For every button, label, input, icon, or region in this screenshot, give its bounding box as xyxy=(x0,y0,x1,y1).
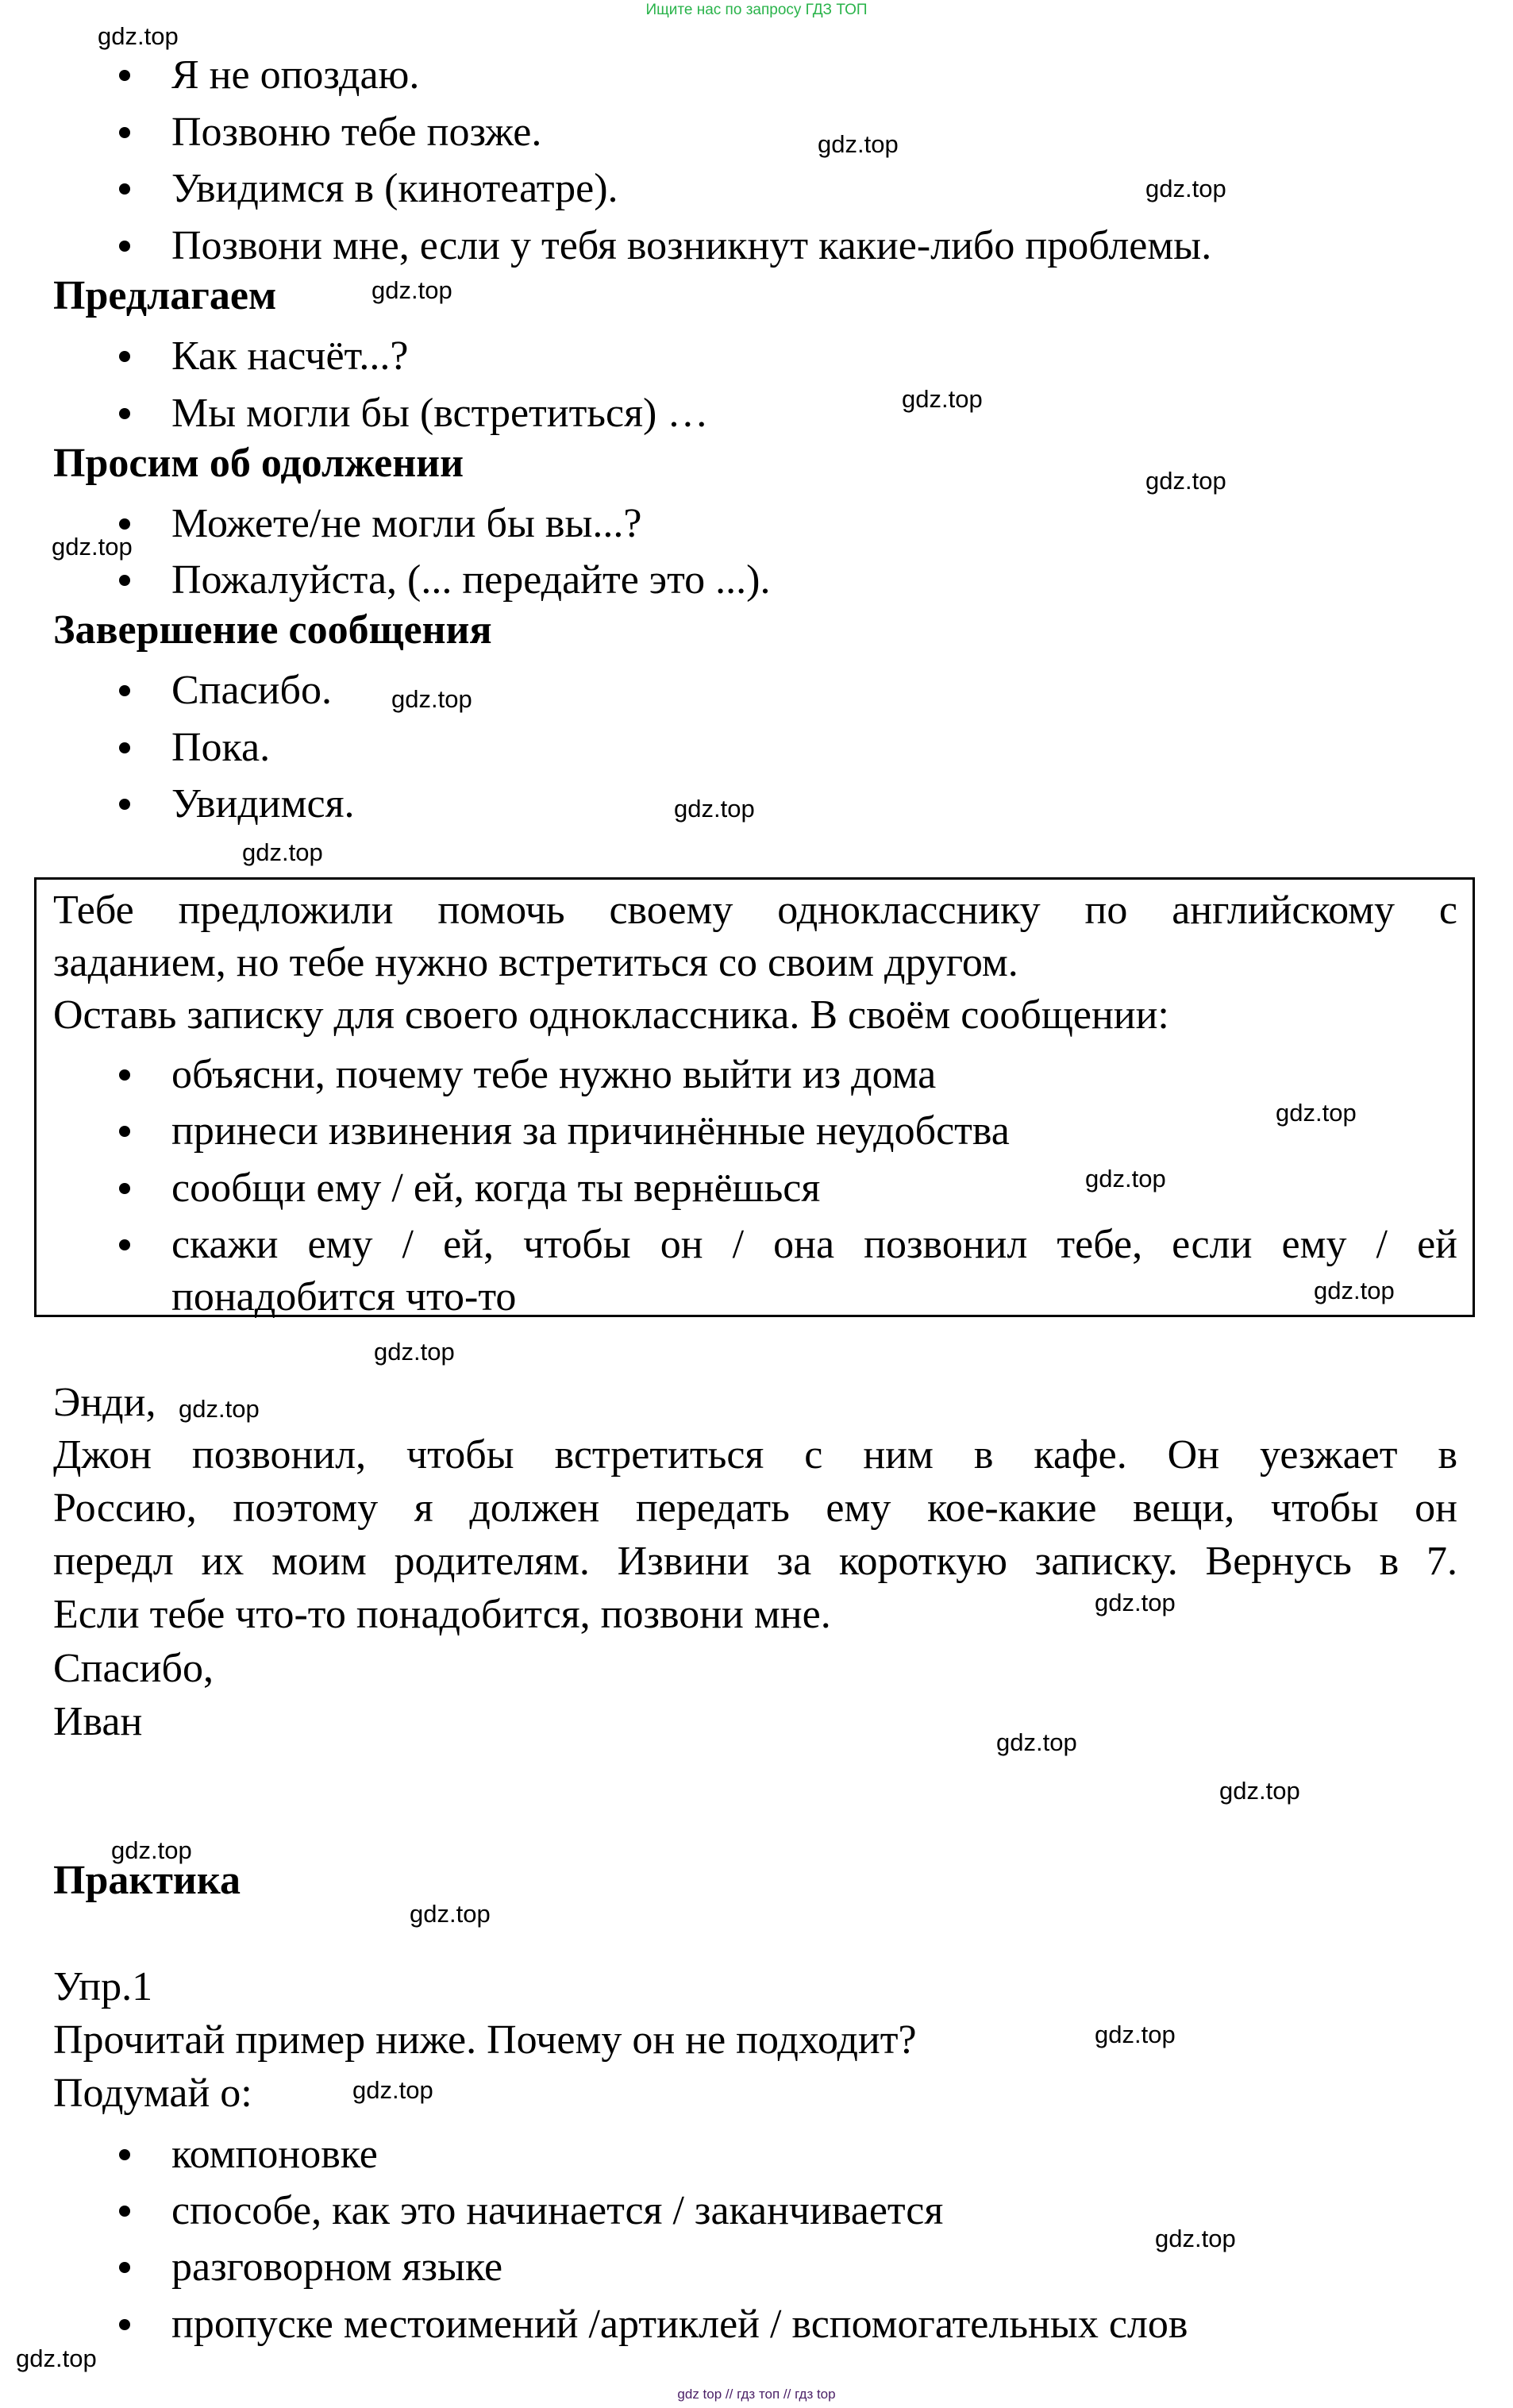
list-item: Спасибо. xyxy=(171,668,332,713)
practice-heading: Практика xyxy=(53,1858,241,1903)
bullet-dot xyxy=(119,1183,130,1194)
list-item: Увидимся в (кинотеатре). xyxy=(171,166,618,211)
exercise-instruction: Прочитай пример ниже. Почему он не подходит? xyxy=(53,2017,917,2063)
watermark: gdz.top xyxy=(352,2076,433,2104)
note-body-line: Если тебе что-то понадобится, позвони мне. xyxy=(53,1592,831,1637)
note-body-line: Россию, поэтому я должен передать ему кое-какие вещи, чтобы он xyxy=(53,1485,1457,1531)
note-greeting: Энди, xyxy=(53,1380,156,1425)
list-item: Я не опоздаю. xyxy=(171,52,420,98)
task-line: Оставь записку для своего одноклассника. В своём сообщении: xyxy=(53,992,1169,1038)
watermark: gdz.top xyxy=(98,22,179,50)
task-bullet: принеси извинения за причинённые неудобства xyxy=(171,1108,1010,1154)
top-banner: Ищите нас по запросу ГДЗ ТОП xyxy=(645,2,868,18)
bullet-dot xyxy=(119,799,130,810)
note-sign-off: Спасибо, xyxy=(53,1646,214,1691)
bullet-dot xyxy=(119,685,130,696)
list-item: Как насчёт...? xyxy=(171,333,409,379)
bullet-dot xyxy=(119,1239,130,1250)
note-body-line: передл их моим родителям. Извини за короткую записку. Вернусь в 7. xyxy=(53,1539,1457,1584)
watermark: gdz.top xyxy=(372,276,452,304)
task-bullet: скажи ему / ей, чтобы он / она позвонил тебе, если ему / ей xyxy=(171,1222,1457,1267)
note-signature: Иван xyxy=(53,1699,143,1744)
bullet-dot xyxy=(119,183,130,195)
list-item: Увидимся. xyxy=(171,781,355,826)
section-heading: Предлагаем xyxy=(53,273,277,318)
list-item: пропуске местоимений /артиклей / вспомогательных слов xyxy=(171,2302,1188,2347)
think-about: Подумай о: xyxy=(53,2071,252,2116)
watermark: gdz.top xyxy=(818,130,899,158)
exercise-number: Упр.1 xyxy=(53,1964,153,2009)
bullet-dot xyxy=(119,2149,130,2160)
watermark: gdz.top xyxy=(902,385,983,413)
bullet-dot xyxy=(119,1126,130,1137)
list-item: способе, как это начинается / заканчивается xyxy=(171,2188,944,2233)
watermark: gdz.top xyxy=(391,685,472,713)
bullet-dot xyxy=(119,2262,130,2273)
watermark: gdz.top xyxy=(1276,1099,1357,1127)
watermark: gdz.top xyxy=(674,795,755,823)
list-item: Можете/не могли бы вы...? xyxy=(171,501,642,546)
list-item: Позвони мне, если у тебя возникнут какие-либо проблемы. xyxy=(171,223,1212,268)
bullet-dot xyxy=(119,70,130,81)
bullet-dot xyxy=(119,518,130,530)
list-item: компоновке xyxy=(171,2132,378,2177)
watermark: gdz.top xyxy=(1095,1589,1176,1616)
watermark: gdz.top xyxy=(1155,2225,1236,2252)
task-line: заданием, но тебе нужно встретиться со своим другом. xyxy=(53,940,1018,985)
bullet-dot xyxy=(119,2206,130,2217)
watermark: gdz.top xyxy=(1085,1165,1166,1192)
bullet-dot xyxy=(119,408,130,419)
note-body-line: Джон позвонил, чтобы встретиться с ним в кафе. Он уезжает в xyxy=(53,1432,1457,1478)
watermark: gdz.top xyxy=(374,1338,455,1366)
task-bullet: объясни, почему тебе нужно выйти из дома xyxy=(171,1052,937,1097)
watermark: gdz.top xyxy=(1219,1777,1300,1805)
bullet-dot xyxy=(119,351,130,362)
list-item: Мы могли бы (встретиться) … xyxy=(171,391,709,436)
watermark: gdz.top xyxy=(1145,467,1226,495)
list-item: Пока. xyxy=(171,725,271,770)
bullet-dot xyxy=(119,1069,130,1081)
section-heading: Просим об одолжении xyxy=(53,441,464,486)
task-bullet-continuation: понадобится что-то xyxy=(171,1274,517,1320)
bullet-dot xyxy=(119,742,130,753)
watermark: gdz.top xyxy=(16,2344,97,2372)
list-item: разговорном языке xyxy=(171,2244,503,2290)
watermark: gdz.top xyxy=(410,1900,491,1928)
bullet-dot xyxy=(119,575,130,586)
watermark: gdz.top xyxy=(179,1395,260,1423)
watermark: gdz.top xyxy=(111,1836,192,1864)
list-item: Позвоню тебе позже. xyxy=(171,110,542,155)
watermark: gdz.top xyxy=(1314,1277,1395,1304)
watermark: gdz.top xyxy=(242,838,323,866)
bullet-dot xyxy=(119,127,130,138)
watermark: gdz.top xyxy=(996,1728,1077,1756)
watermark: gdz.top xyxy=(1145,175,1226,202)
watermark: gdz.top xyxy=(52,533,133,561)
task-line: Тебе предложили помочь своему однокласснику по английскому с xyxy=(53,888,1457,933)
bullet-dot xyxy=(119,2319,130,2330)
watermark: gdz.top xyxy=(1095,2021,1176,2048)
bullet-dot xyxy=(119,241,130,252)
bottom-banner: gdz top // гдз топ // гдз top xyxy=(677,2387,836,2402)
section-heading: Завершение сообщения xyxy=(53,607,492,653)
list-item: Пожалуйста, (... передайте это ...). xyxy=(171,557,771,603)
task-bullet: сообщи ему / ей, когда ты вернёшься xyxy=(171,1165,821,1211)
